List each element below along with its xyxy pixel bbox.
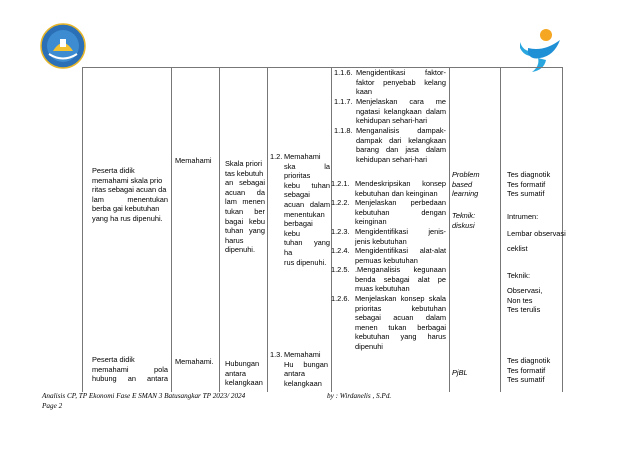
indicator-number: 1.2.1.: [331, 179, 350, 188]
text-line: antara: [225, 368, 246, 378]
indicator-item: [355, 265, 446, 294]
text-line: Hu bungan: [284, 359, 328, 369]
text-line: memahami skala prio: [92, 175, 163, 185]
text-line: based: [452, 179, 473, 189]
verb-cell-row1: Memahami: [175, 156, 212, 165]
text-line: Menjelaskan konsep skala: [355, 294, 446, 303]
instrument-value: Lembar observasi: [507, 229, 566, 238]
text-line: Skala priori: [225, 159, 262, 168]
text-line: barang dan jasa dalam: [356, 145, 446, 155]
material-cell-row1: [225, 159, 265, 255]
text-line: dampak dari kelangkaan: [356, 135, 446, 145]
text-line: benda sebagai alat pe: [355, 274, 446, 284]
indicator-number: 1.2.6.: [331, 294, 350, 303]
text-line: berba gai kebutuhan: [92, 204, 160, 214]
column-divider: [219, 67, 220, 392]
text-line: kelangkaan: [225, 378, 263, 388]
footer-author: by : Wirdanelis , S.Pd.: [327, 392, 392, 400]
text-line: yang ha rus dipenuhi.: [92, 213, 163, 223]
indicator-item: [356, 97, 446, 126]
text-line: ngatasi kelangkaan dalam: [356, 106, 446, 116]
indicator-number: 1.1.6.: [334, 68, 353, 77]
indicator-number: 1.2.4.: [331, 246, 350, 255]
text-line: menen tukan berbagai: [355, 322, 446, 332]
text-line: Tes sumatif: [507, 189, 545, 199]
column-divider: [267, 67, 268, 392]
indicator-number: 1.2.3.: [331, 227, 350, 236]
text-line: tuhan yang ha: [284, 238, 330, 257]
text-line: kebutuhan yang harus: [355, 332, 446, 342]
objective-number: 1.2.: [270, 152, 283, 161]
text-line: antara: [284, 369, 305, 379]
indicator-number: 1.2.2.: [331, 198, 350, 207]
text-line: kehidupan sehari-hari: [356, 154, 428, 164]
text-line: lam menen: [225, 197, 265, 207]
text-line: kelangkaan: [284, 378, 322, 388]
instrument-value: ceklist: [507, 244, 528, 253]
cp-cell-row1: [92, 166, 168, 224]
technique-list: [507, 286, 542, 315]
text-line: Mengidentifikasi jenis-: [355, 227, 446, 236]
indicator-item: [355, 179, 446, 198]
objective-number: 1.3.: [270, 350, 283, 359]
text-line: berbagai kebu: [284, 219, 313, 238]
text-line: rus dipenuhi.: [284, 257, 327, 267]
text-line: lam menentukan: [92, 194, 168, 204]
text-line: Tes terulis: [507, 305, 541, 315]
text-line: Tes diagnotik: [507, 356, 551, 365]
text-line: Hubungan: [225, 359, 260, 368]
text-line: acuan dalam: [284, 199, 330, 209]
text-line: kebutuhan dan keinginan: [355, 188, 438, 198]
text-line: Observasi,: [507, 286, 543, 295]
text-line: Menganalisis dampak-: [356, 126, 446, 135]
text-line: menentukan: [284, 209, 325, 219]
text-line: .Menganalisis kegunaan: [355, 265, 446, 274]
text-line: pemuas kebutuhan: [355, 255, 418, 265]
text-line: Tes sumatif: [507, 375, 545, 385]
technique-label: Teknik:: [507, 271, 531, 280]
text-line: tuhan yang: [225, 226, 265, 236]
indicator-item: [355, 246, 446, 265]
indicator-item: [356, 126, 446, 164]
text-line: muas kebutuhan: [355, 284, 410, 294]
indicator-number: 1.2.5.: [331, 265, 350, 274]
text-line: kehidupan sehari-hari: [356, 116, 428, 126]
indicator-number: 1.1.7.: [334, 97, 353, 106]
text-line: an sebagai: [225, 178, 265, 188]
text-line: kaan: [356, 87, 373, 97]
text-line: Tes formatif: [507, 179, 546, 189]
model-cell-row1: [452, 170, 480, 199]
text-line: jenis kebutuhan: [355, 236, 407, 246]
text-line: dipenuhi: [355, 341, 383, 351]
material-cell-row2: [225, 359, 265, 388]
text-line: Menjelaskan cara me: [356, 97, 446, 106]
text-line: sebagai: [284, 190, 310, 200]
text-line: Peserta didik: [92, 355, 135, 364]
text-line: Mengidentikasi faktor-: [356, 68, 446, 77]
text-line: Non tes: [507, 295, 533, 305]
indicator-item: [355, 227, 446, 246]
text-line: Tes formatif: [507, 365, 546, 375]
text-line: Mendeskripsikan konsep: [355, 179, 446, 188]
tut-wuri-handayani-logo: [40, 23, 86, 69]
text-line: tukan ber: [225, 206, 265, 216]
text-line: dipenuhi.: [225, 245, 255, 255]
instrument-label: Intrumen:: [507, 212, 539, 221]
text-line: bagai kebu: [225, 216, 265, 226]
text-line: diskusi: [452, 220, 475, 230]
text-line: Memahami: [284, 350, 321, 359]
indicator-item: [355, 198, 446, 227]
cp-cell-row2: [92, 355, 168, 384]
text-line: prioritas kebutuhan: [355, 303, 446, 313]
page-number: Page 2: [42, 402, 63, 410]
text-line: tas kebutuh: [225, 168, 264, 178]
footer-title: Analisis CP, TP Ekonomi Fase E SMAN 3 Batusangkar TP 2023/ 2024: [42, 392, 246, 400]
text-line: faktor penyebab kelang: [356, 77, 446, 87]
objective-item-1-2: [284, 152, 330, 267]
text-line: hubung an antara: [92, 374, 168, 384]
technique-cell: [452, 211, 475, 230]
verb-cell-row2: Memahami.: [175, 357, 214, 366]
indicator-item: [356, 68, 446, 97]
text-line: acuan da: [225, 187, 265, 197]
text-line: Mengidentifikasi alat-alat: [355, 246, 446, 255]
text-line: Memahami: [284, 152, 321, 161]
text-line: kebu tuhan: [284, 180, 330, 190]
objective-item-1-3: [284, 350, 328, 388]
text-line: Teknik:: [452, 211, 476, 220]
indicator-item: [355, 294, 446, 352]
text-line: keinginan: [355, 217, 387, 227]
text-line: Menjelaskan perbedaan: [355, 198, 446, 207]
text-line: Peserta didik: [92, 166, 135, 175]
text-line: Tes diagnotik: [507, 170, 551, 179]
column-divider: [171, 67, 172, 392]
text-line: kebutuhan dengan: [355, 207, 446, 217]
indicator-number: 1.1.8.: [334, 126, 353, 135]
text-line: sebagai acuan dalam: [355, 313, 446, 323]
column-divider: [500, 67, 501, 392]
text-line: harus: [225, 235, 244, 245]
text-line: ska la prioritas: [284, 161, 330, 181]
text-line: ritas sebagai acuan da: [92, 185, 167, 195]
column-divider: [449, 67, 450, 392]
model-cell-row2: PjBL: [452, 368, 468, 377]
text-line: memahami pola: [92, 364, 168, 374]
assessment-cell-row2: [507, 356, 550, 385]
text-line: Problem: [452, 170, 480, 179]
assessment-cell-row1: [507, 170, 550, 199]
text-line: learning: [452, 189, 479, 199]
